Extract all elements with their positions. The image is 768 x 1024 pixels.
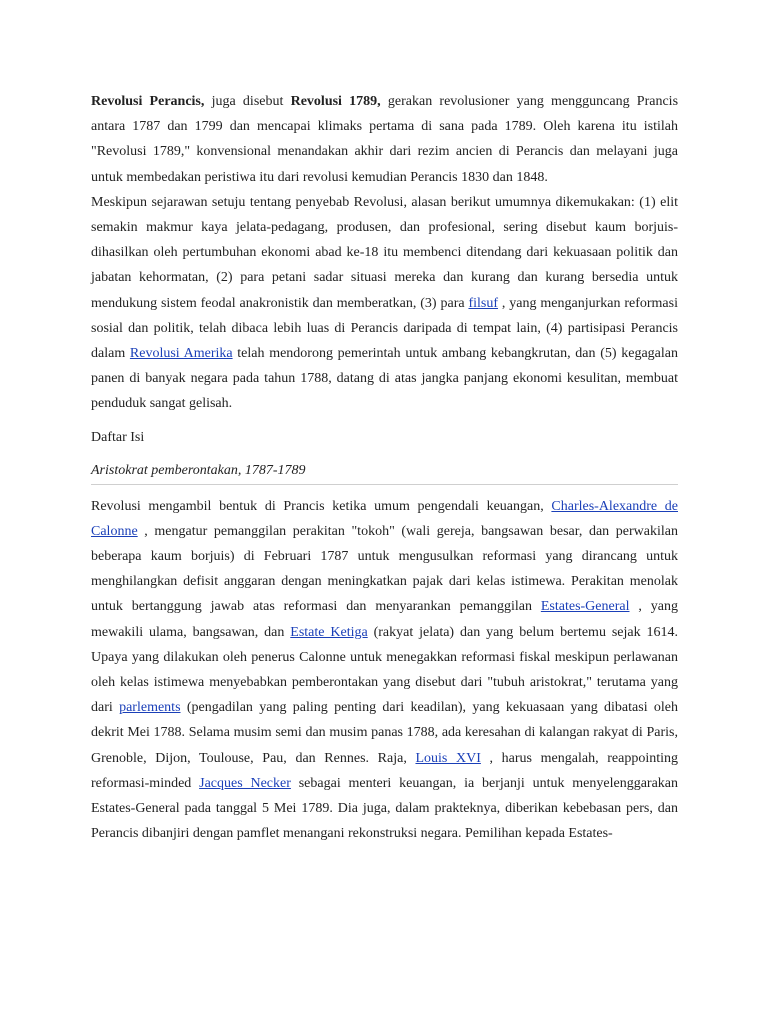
aristocrat-text-1: Revolusi mengambil bentuk di Prancis ketika umum pengendali keuangan, [91,498,552,514]
table-of-contents-label: Daftar Isi [91,429,145,445]
aristocrat-text-3: , yang mewakili ulama, bangsawan, dan [91,599,679,640]
term-revolusi-1789: Revolusi 1789, [290,94,381,109]
term-revolusi-perancis: Revolusi Perancis, [91,94,205,109]
aristocrat-text-7: sebagai menteri keuangan, ia berjanji untuk menyelenggarakan Estates-General pada tanggal 5 Mei 1789. Dia juga, dalam prakteknya, diberikan kebebasan pers, dan Perancis dibanjiri dengan pamflet menangani rekonstruksi negara. Pemilihan kepada Estates- [91,775,679,842]
link-parlements[interactable]: parlements [119,700,181,716]
link-estates-general[interactable]: Estates-General [540,599,630,615]
aristocrat-text-6: , harus mengalah, reappointing reformasi-minded [91,750,678,791]
link-revolusi-amerika[interactable]: Revolusi Amerika [129,346,233,362]
link-filsuf[interactable]: filsuf [468,295,499,311]
causes-text-1: Meskipun sejarawan setuju tentang penyebab Revolusi, alasan berikut umumnya dikemukakan: (1) elit semakin makmur kaya jelata-pedagang, produsen, dan profesional, sering disebut kaum borjuis-dihasilkan oleh pertumbuhan ekonomi abad ke-18 itu membenci ditendang dari kekuasaan politik dan jabatan kehormatan, (2) para petani sadar situasi mereka dan kurang dan kurang bersedia untuk mendukung sistem feodal anakronistik dan memberatkan, (3) para [91,194,678,311]
aristocrat-text-5: (pengadilan yang paling penting dari keadilan), yang kekuasaan yang dibatasi oleh dekrit Mei 1788. Selama musim semi dan musim panas 1788, ada keresahan di kalangan rakyat di Paris, Grenoble, Dijon, Toulouse, Pau, dan Rennes. Raja, [91,700,679,766]
aristocrat-text-2: , mengatur pemanggilan perakitan "tokoh" (wali gereja, bangsawan besar, dan perwakilan beberapa kaum borjuis) di Februari 1787 untuk mengusulkan reformasi yang dirancang untuk menghilangkan defisit anggaran dengan meningkatkan pajak dari kelas istimewa. Perakitan menolak untuk bertanggung jawab atas reformasi dan menyarankan pemanggilan [91,523,678,615]
intro-text-1: juga disebut [204,94,291,109]
aristocrat-text-4: (rakyat jelata) dan yang belum bertemu sejak 1614. Upaya yang dilakukan oleh penerus Calonne untuk menegakkan reformasi fiskal meskipun perlawanan oleh kelas istimewa menyebabkan pemberontakan yang disebut dari "tubuh aristokrat," terutama yang dari [91,624,678,716]
link-calonne[interactable]: Charles-Alexandre de Calonne [91,498,678,539]
intro-text-2: gerakan revolusioner yang mengguncang Prancis antara 1787 dan 1799 dan mencapai klimaks pertama di sana pada 1789. Oleh karena itu istilah "Revolusi 1789," konvensional menandakan akhir dari rezim ancien di Perancis dan melayani juga untuk membedakan peristiwa itu dari revolusi kemudian Perancis 1830 dan 1848. [91,94,679,185]
causes-paragraph [91,190,678,417]
link-louis-xvi[interactable]: Louis XVI [415,750,481,766]
link-estate-ketiga[interactable]: Estate Ketiga [290,624,368,640]
aristocrat-paragraph [91,494,678,847]
link-jacques-necker[interactable]: Jacques Necker [199,775,291,791]
intro-paragraph [91,89,678,190]
causes-text-3: telah mendorong pemerintah untuk ambang kebangkrutan, dan (5) kegagalan panen di banyak negara pada tahun 1788, datang di atas jangka panjang ekonomi kesulitan, membuat penduduk sangat gelisah. [91,346,678,412]
causes-text-2: , yang menganjurkan reformasi sosial dan politik, telah dibaca lebih luas di Perancis daripada di tempat lain, (4) partisipasi Perancis dalam [91,295,678,362]
section-heading: Aristokrat pemberontakan, 1787-1789 [91,458,678,485]
document-page [91,89,678,846]
